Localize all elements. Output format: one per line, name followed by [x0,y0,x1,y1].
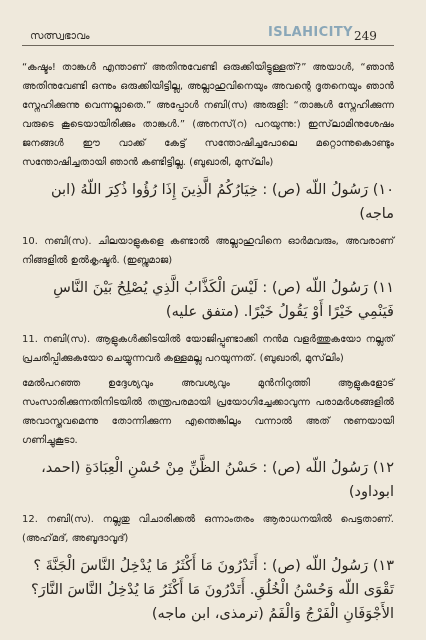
hadith-number: 10. [22,236,38,247]
paragraph-text: നബി(സ). ആളുകൾക്കിടയിൽ യോജിപ്പുണ്ടാക്കി നൻമ വളർത്തുകയോ നല്ലത് പ്രചരിപ്പിക്കുകയോ ചെയ്യുന്നവർ കള്ളമല്ല പറയുന്നത്. (ബുഖാരി, മുസ്‌ലിം) [22,334,394,364]
page-header [0,0,426,56]
paragraph-text: നബി(സ). ചിലയാളുകളെ കണ്ടാൽ അല്ലാഹുവിനെ ഓർമവരും, അവരാണ് നിങ്ങളിൽ ഉൽകൃഷ്ടർ. (ഇബ്നുമാജ) [22,236,394,266]
paragraph-hadith-9-continued [22,58,394,172]
arabic-hadith-12: ١٢) رَسُولُ اللّه (ص) : حَسْنُ الظَّنِّ مِنْ حُسْنِ الْعِبَادَةِ (احمد، ابوداود) [41,460,394,500]
paragraph-hadith-12 [22,510,394,548]
page-number: 249 [354,29,377,43]
arabic-hadith-11: ١١) رَسُولُ اللّه (ص) : لَيْسَ الْكَذَّابُ الَّذِي يُصْلِحُ بَيْنَ النَّاسِ فَيَنْمِي خَيْرًا أَوْ يَقُولُ خَيْرًا. (متفق عليه) [53,280,394,320]
paragraph-hadith-11 [22,330,394,368]
hadith-number: 12. [22,514,38,525]
arabic-hadith-13: ١٣) رَسُولُ اللّه (ص) : أَتَدْرُونَ مَا أَكْثَرُ مَا يُدْخِلُ النَّاسَ الْجَنَّةَ ؟ تَقْوَى اللّه وَحُسْنُ الْخُلُقِ. أَتَدْرُونَ مَا أَكْثَرُ مَا يُدْخِلُ النَّاسَ النَّارَ؟ الأَجْوَفَانِ الْفَرْجُ وَالْفَمُ (ترمذى، ابن ماجه) [30,558,394,622]
paragraph-hadith-10 [22,232,394,270]
paragraph-commentary [22,374,394,450]
header-rule [22,45,394,46]
watermark-logo: ISLAHICITY [268,25,353,40]
paragraph-text: “കഷ്ടം! താങ്കൾ എന്താണ് അതിനുവേണ്ടി ഒരുക്കിയിട്ടുള്ളത്?” അയാൾ, “ഞാൻ അതിനുവേണ്ടി ഒന്നും ഒരുക്കിയിട്ടില്ല, അല്ലാഹുവിനെയും അവന്റെ ദൂതനെയും ഞാൻ സ്നേഹിക്കുന്നു വെന്നല്ലാതെ.” അപ്പോൾ നബി(സ) അരുളി: “താങ്കൾ സ്നേഹിക്കുന്ന വരുടെ കൂടെയായിരിക്കും താങ്കൾ.” (അനസ്(റ) പറയുന്നു:) ഇസ്‌ലാമിനുശേഷം ജനങ്ങൾ ഈ വാക്ക് കേട്ട് സന്തോഷിച്ചപോലെ മറ്റൊന്നുകൊണ്ടും സന്തോഷിച്ചതായി ഞാൻ കണ്ടിട്ടില്ല. (ബുഖാരി, മുസ്‌ലിം) [22,62,394,168]
arabic-hadith-10: ١٠) رَسُولُ اللّه (ص) : خِيَارُكُمُ الَّذِينَ إِذَا رُؤُوا ذُكِرَ اللّهُ (ابن ماجه) [51,182,394,222]
paragraph-text: മേൽപറഞ്ഞ ഉദ്ദേശ്യവും അവശ്യവും മുൻനിറുത്തി ആളുകളോട് സംസാരിക്കുന്നതിനിടയിൽ തന്ത്രപരമായി പ്രയോഗിച്ചേക്കാവുന്ന പരാമർശങ്ങളിൽ അവാസ്തവമെന്നു തോന്നിക്കുന്ന എന്തെങ്കിലും വന്നാൽ അത് നുണയായി ഗണിച്ചുകൂടാ. [22,378,394,446]
page-body [22,58,394,632]
running-head: സത്സ്വഭാവം [30,30,90,42]
hadith-number: 11. [22,334,38,345]
paragraph-text: നബി(സ). നല്ലതു വിചാരിക്കൽ ഒന്നാംതരം ആരാധനയിൽ പെട്ടതാണ്. (അഹ്‌മദ്, അബൂദാവൂദ്) [22,514,394,544]
